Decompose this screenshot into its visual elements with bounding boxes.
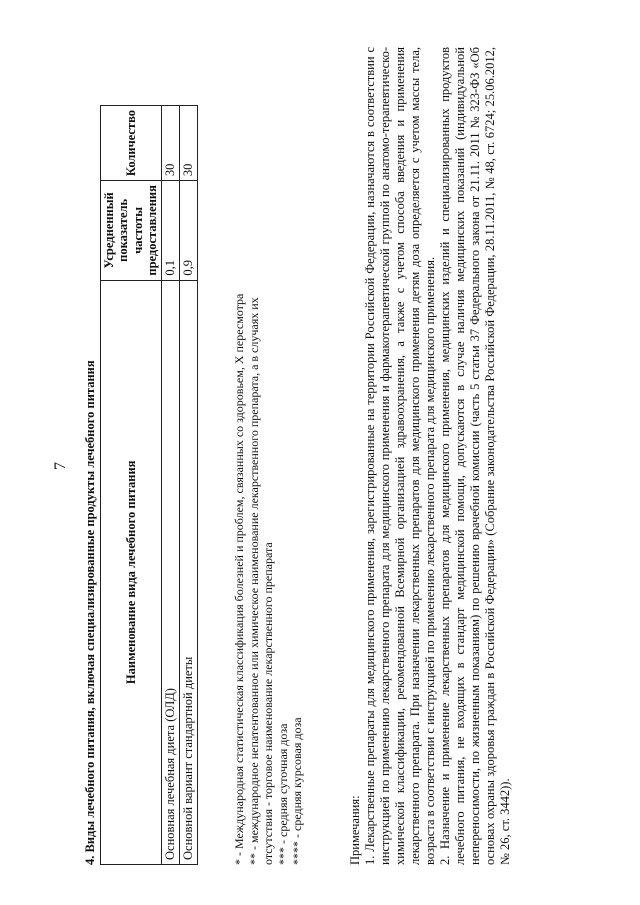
section-title: 4. Виды лечебного питания, включая специализированные продукты лечебного питания [83,360,97,865]
row-frequency: 0,1 [161,181,179,281]
row-quantity: 30 [179,106,197,181]
footnote: * - Международная статистическая классификация болезней и проблем, связанных со здоровьем, X пересмотра [232,293,246,865]
note-item: 2. Назначение и применение лекарственных препаратов для медицинского применения, медицинских изделий и специализированных продуктов лечебного питания, не входящих в стандарт медицинской помощи, допускаются в случае наличия медицинских показаний (индивидуальной непереносимости, по жизненным показаниям) по решению врачебной комиссии (часть 5 статьи 37 Федерального закона от 21.11. 2011 № 323-ФЗ «Об основах охраны здоровья граждан в Российской Федерации» (Собрание законодательства Российской Федерации, 28.11.2011, № 48, ст. 6724; 25.06.2012, № 26, ст. 3442)). [438,47,512,865]
note-item: 1. Лекарственные препараты для медицинского применения, зарегистрированные на территории Российской Федерации, назначаются в соответствии с инструкцией по применению лекарственного препарата для медицинского применения и фармакотерапевтической группой по анатомо-терапевтическо-химической классификации, рекомендованной Всемирной организацией здравоохранения, а также с учетом способа введения и применения лекарственного препарата. При назначении лекарственных препаратов для медицинского применения детям доза определяется с учетом массы тела, возраста в соответствии с инструкцией по применению лекарственного препарата для медицинского применения. [363,47,437,865]
notes-section [348,47,513,865]
header-quantity: Количество [101,106,162,181]
footnote: ** - международное непатентованное или химическое наименование лекарственного препарата, а в случаях их [246,297,261,865]
header-frequency: Усредненный показатель частоты предоставления [101,181,162,281]
row-name: Основной вариант стандартной диеты [179,280,197,864]
notes-heading: Примечания: [348,795,362,865]
footnote: отсутствия - торговое наименование лекарственного препарата [261,542,275,865]
table-row [161,106,179,865]
nutrition-table [100,105,198,865]
row-name: Основная лечебная диета (ОЛД) [161,280,179,864]
table-row [179,106,197,865]
footnotes [232,45,305,865]
page-number: 7 [52,462,69,470]
header-name: Наименование вида лечебного питания [101,280,162,864]
footnote: *** - средняя суточная доза [275,723,290,865]
table-header-row [101,106,162,865]
row-frequency: 0,9 [179,181,197,281]
row-quantity: 30 [161,106,179,181]
footnote: **** - средняя курсовая доза [290,717,304,865]
